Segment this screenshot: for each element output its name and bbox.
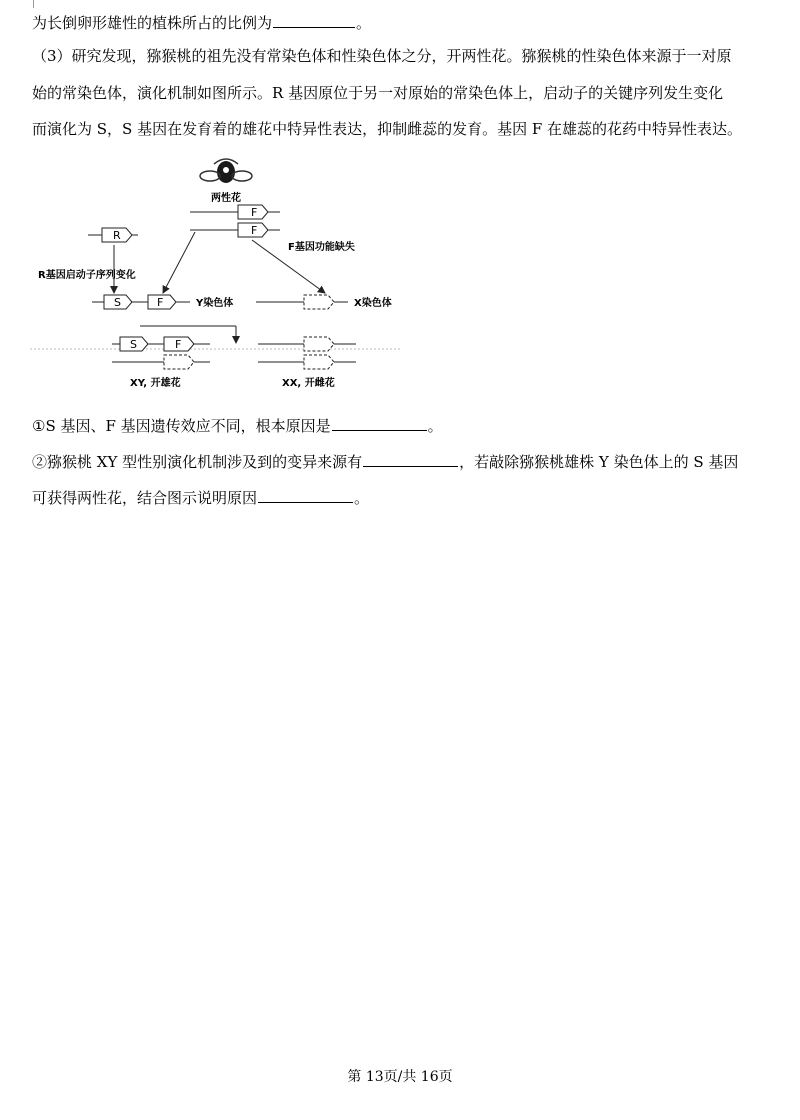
gene-f-label: F xyxy=(251,206,258,219)
gene-f-box-xy xyxy=(164,337,194,351)
question-text: 可获得两性花，结合图示说明原因 xyxy=(32,489,258,507)
gene-s-label: S xyxy=(114,296,121,309)
question-text: ②猕猴桃 XY 型性别演化机制涉及到的变异来源有 xyxy=(32,453,363,471)
page-edge-mark xyxy=(33,0,34,8)
gene-s-box-xy xyxy=(120,337,148,351)
question-text: 。 xyxy=(427,417,443,435)
paragraph-line-4: 而演化为 S，S 基因在发育着的雄花中特异性表达，抑制雌蕊的发育。基因 F 在雄蕊的花药中特异性表达。 xyxy=(32,120,743,138)
xx-female-label: XX, 开雌花 xyxy=(282,378,335,389)
gene-f-box-top xyxy=(238,205,268,219)
r-promoter-change-label: R基因启动子序列变化 xyxy=(38,270,136,281)
answer-blank-q3 xyxy=(258,486,353,503)
arrow-f-to-y xyxy=(163,232,195,293)
y-chromosome-label: Y染色体 xyxy=(196,298,234,309)
f-loss-label: F基因功能缺失 xyxy=(288,242,355,253)
question-3-line xyxy=(32,486,369,508)
gene-r-label: R xyxy=(113,229,121,242)
flower-icon xyxy=(200,159,252,183)
x-chromosome-label: X染色体 xyxy=(354,298,392,309)
text-line-1 xyxy=(32,11,371,33)
xy-male-label: XY, 开雄花 xyxy=(130,378,181,389)
gene-f-lost-box-xy xyxy=(164,355,194,369)
gene-f-lost-box-x xyxy=(304,295,334,309)
gene-f-box-y xyxy=(148,295,176,309)
question-text: ，若敲除猕猴桃雄株 Y 染色体上的 S 基因 xyxy=(459,453,739,471)
gene-f-label: F xyxy=(175,338,182,351)
answer-blank-q1 xyxy=(332,414,427,431)
question-text: ①S 基因、F 基因遗传效应不同，根本原因是 xyxy=(32,417,331,435)
gene-f-label: F xyxy=(157,296,164,309)
text-fragment: 为长倒卵形雄性的植株所占的比例为 xyxy=(32,14,273,32)
page-footer: 第 13页/共 16页 xyxy=(347,1069,453,1085)
answer-blank-1 xyxy=(273,11,355,28)
gene-s-box-y xyxy=(104,295,132,309)
gene-f-label: F xyxy=(251,224,258,237)
question-2-line xyxy=(32,450,738,472)
gene-f-lost-box-xx-1 xyxy=(304,337,334,351)
answer-blank-q2 xyxy=(363,450,458,467)
paragraph-line-3: 始的常染色体，演化机制如图所示。R 基因原位于另一对原始的常染色体上，启动子的关键序列发生变化 xyxy=(32,84,724,102)
question-text: 。 xyxy=(354,489,370,507)
gene-f-lost-box-xx-2 xyxy=(304,355,334,369)
text-fragment: 。 xyxy=(356,14,372,32)
chromosome-evolution-diagram xyxy=(30,150,410,395)
gene-r-box xyxy=(102,228,132,242)
paragraph-line-2: （3）研究发现，猕猴桃的祖先没有常染色体和性染色体之分，开两性花。猕猴桃的性染色体来源于一对原 xyxy=(32,47,732,65)
gene-f-box-top-2 xyxy=(238,223,268,237)
gene-s-label: S xyxy=(130,338,137,351)
bisexual-flower-label: 两性花 xyxy=(211,193,241,204)
question-1-line xyxy=(32,414,443,436)
